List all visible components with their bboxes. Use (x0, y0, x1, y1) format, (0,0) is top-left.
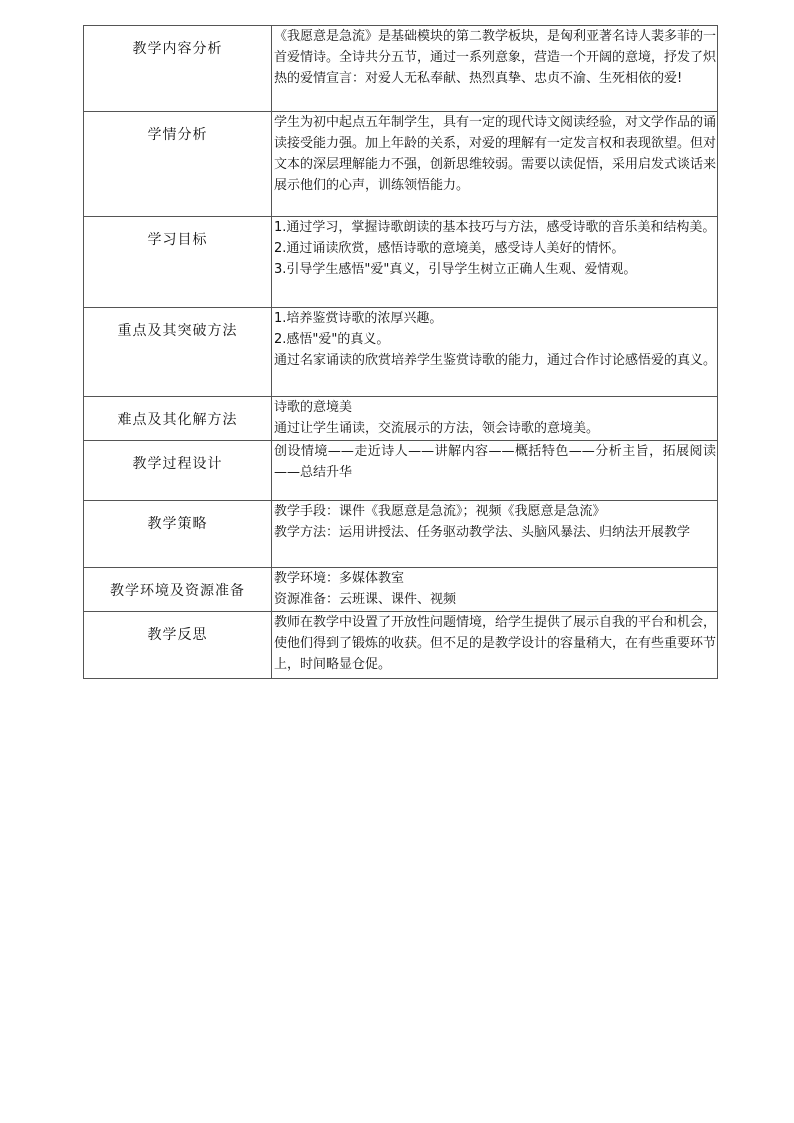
row-content (272, 501, 718, 568)
row-label: 学习目标 (84, 217, 272, 308)
table-row (84, 26, 718, 112)
row-label: 教学内容分析 (84, 26, 272, 112)
table-row (84, 612, 718, 679)
content-paragraph: 1.培养鉴赏诗歌的浓厚兴趣。 (274, 311, 443, 326)
row-content (272, 217, 718, 308)
content-paragraph: 教学手段：课件《我愿意是急流》；视频《我愿意是急流》 (274, 504, 606, 519)
content-paragraph: 2.感悟"爱"的真义。 (274, 332, 390, 347)
content-paragraph: 通过名家诵读的欣赏培养学生鉴赏诗歌的能力，通过合作讨论感悟爱的真义。 (274, 353, 717, 368)
lesson-plan-table (83, 25, 718, 679)
table-row (84, 308, 718, 397)
row-content (272, 441, 718, 501)
content-paragraph: 教师在教学中设置了开放性问题情境，给学生提供了展示自我的平台和机会，使他们得到了锻炼的收获。但不足的是教学设计的容量稍大，在有些重要环节上，时间略显仓促。 (274, 615, 717, 672)
row-label: 教学反思 (84, 612, 272, 679)
row-label: 教学环境及资源准备 (84, 568, 272, 612)
content-paragraph: 1.通过学习，掌握诗歌朗读的基本技巧与方法，感受诗歌的音乐美和结构美。 (274, 220, 716, 235)
table-row (84, 397, 718, 441)
row-label: 难点及其化解方法 (84, 397, 272, 441)
row-label: 教学过程设计 (84, 441, 272, 501)
content-paragraph: 《我愿意是急流》是基础模块的第二教学板块，是匈利亚著名诗人裴多菲的一首爱情诗。全诗共分五节，通过一系列意象，营造一个开阔的意境，抒发了炽热的爱情宣言：对爱人无私奉献、热烈真挚、忠贞不渝、生死相依的爱! (274, 29, 717, 86)
content-paragraph: 2.通过诵读欣赏，感悟诗歌的意境美，感受诗人美好的情怀。 (274, 241, 625, 256)
content-paragraph: 教学环境：多媒体教室 (274, 571, 405, 586)
content-paragraph: 学生为初中起点五年制学生，具有一定的现代诗文阅读经验，对文学作品的诵读接受能力强。加上年龄的关系，对爱的理解有一定发言权和表现欲望。但对文本的深层理解能力不强，创新思维较弱。需要以读促悟，采用启发式谈话来展示他们的心声，训练领悟能力。 (274, 115, 717, 193)
table-row (84, 112, 718, 217)
row-content (272, 26, 718, 112)
content-paragraph: 资源准备：云班课、课件、视频 (274, 592, 457, 607)
row-label: 学情分析 (84, 112, 272, 217)
table-row (84, 501, 718, 568)
row-label: 重点及其突破方法 (84, 308, 272, 397)
row-label: 教学策略 (84, 501, 272, 568)
content-paragraph: 通过让学生诵读，交流展示的方法，领会诗歌的意境美。 (274, 421, 600, 436)
content-paragraph: 3.引导学生感悟"爱"真义，引导学生树立正确人生观、爱情观。 (274, 262, 637, 277)
row-content (272, 308, 718, 397)
row-content (272, 397, 718, 441)
table-row (84, 441, 718, 501)
table-row (84, 568, 718, 612)
content-paragraph: 诗歌的意境美 (274, 400, 353, 415)
content-paragraph: 创设情境——走近诗人——讲解内容——概括特色——分析主旨，拓展阅读——总结升华 (274, 444, 716, 480)
content-paragraph: 教学方法：运用讲授法、任务驱动教学法、头脑风暴法、归纳法开展教学 (274, 525, 691, 540)
row-content (272, 568, 718, 612)
table-row (84, 217, 718, 308)
row-content (272, 612, 718, 679)
row-content (272, 112, 718, 217)
